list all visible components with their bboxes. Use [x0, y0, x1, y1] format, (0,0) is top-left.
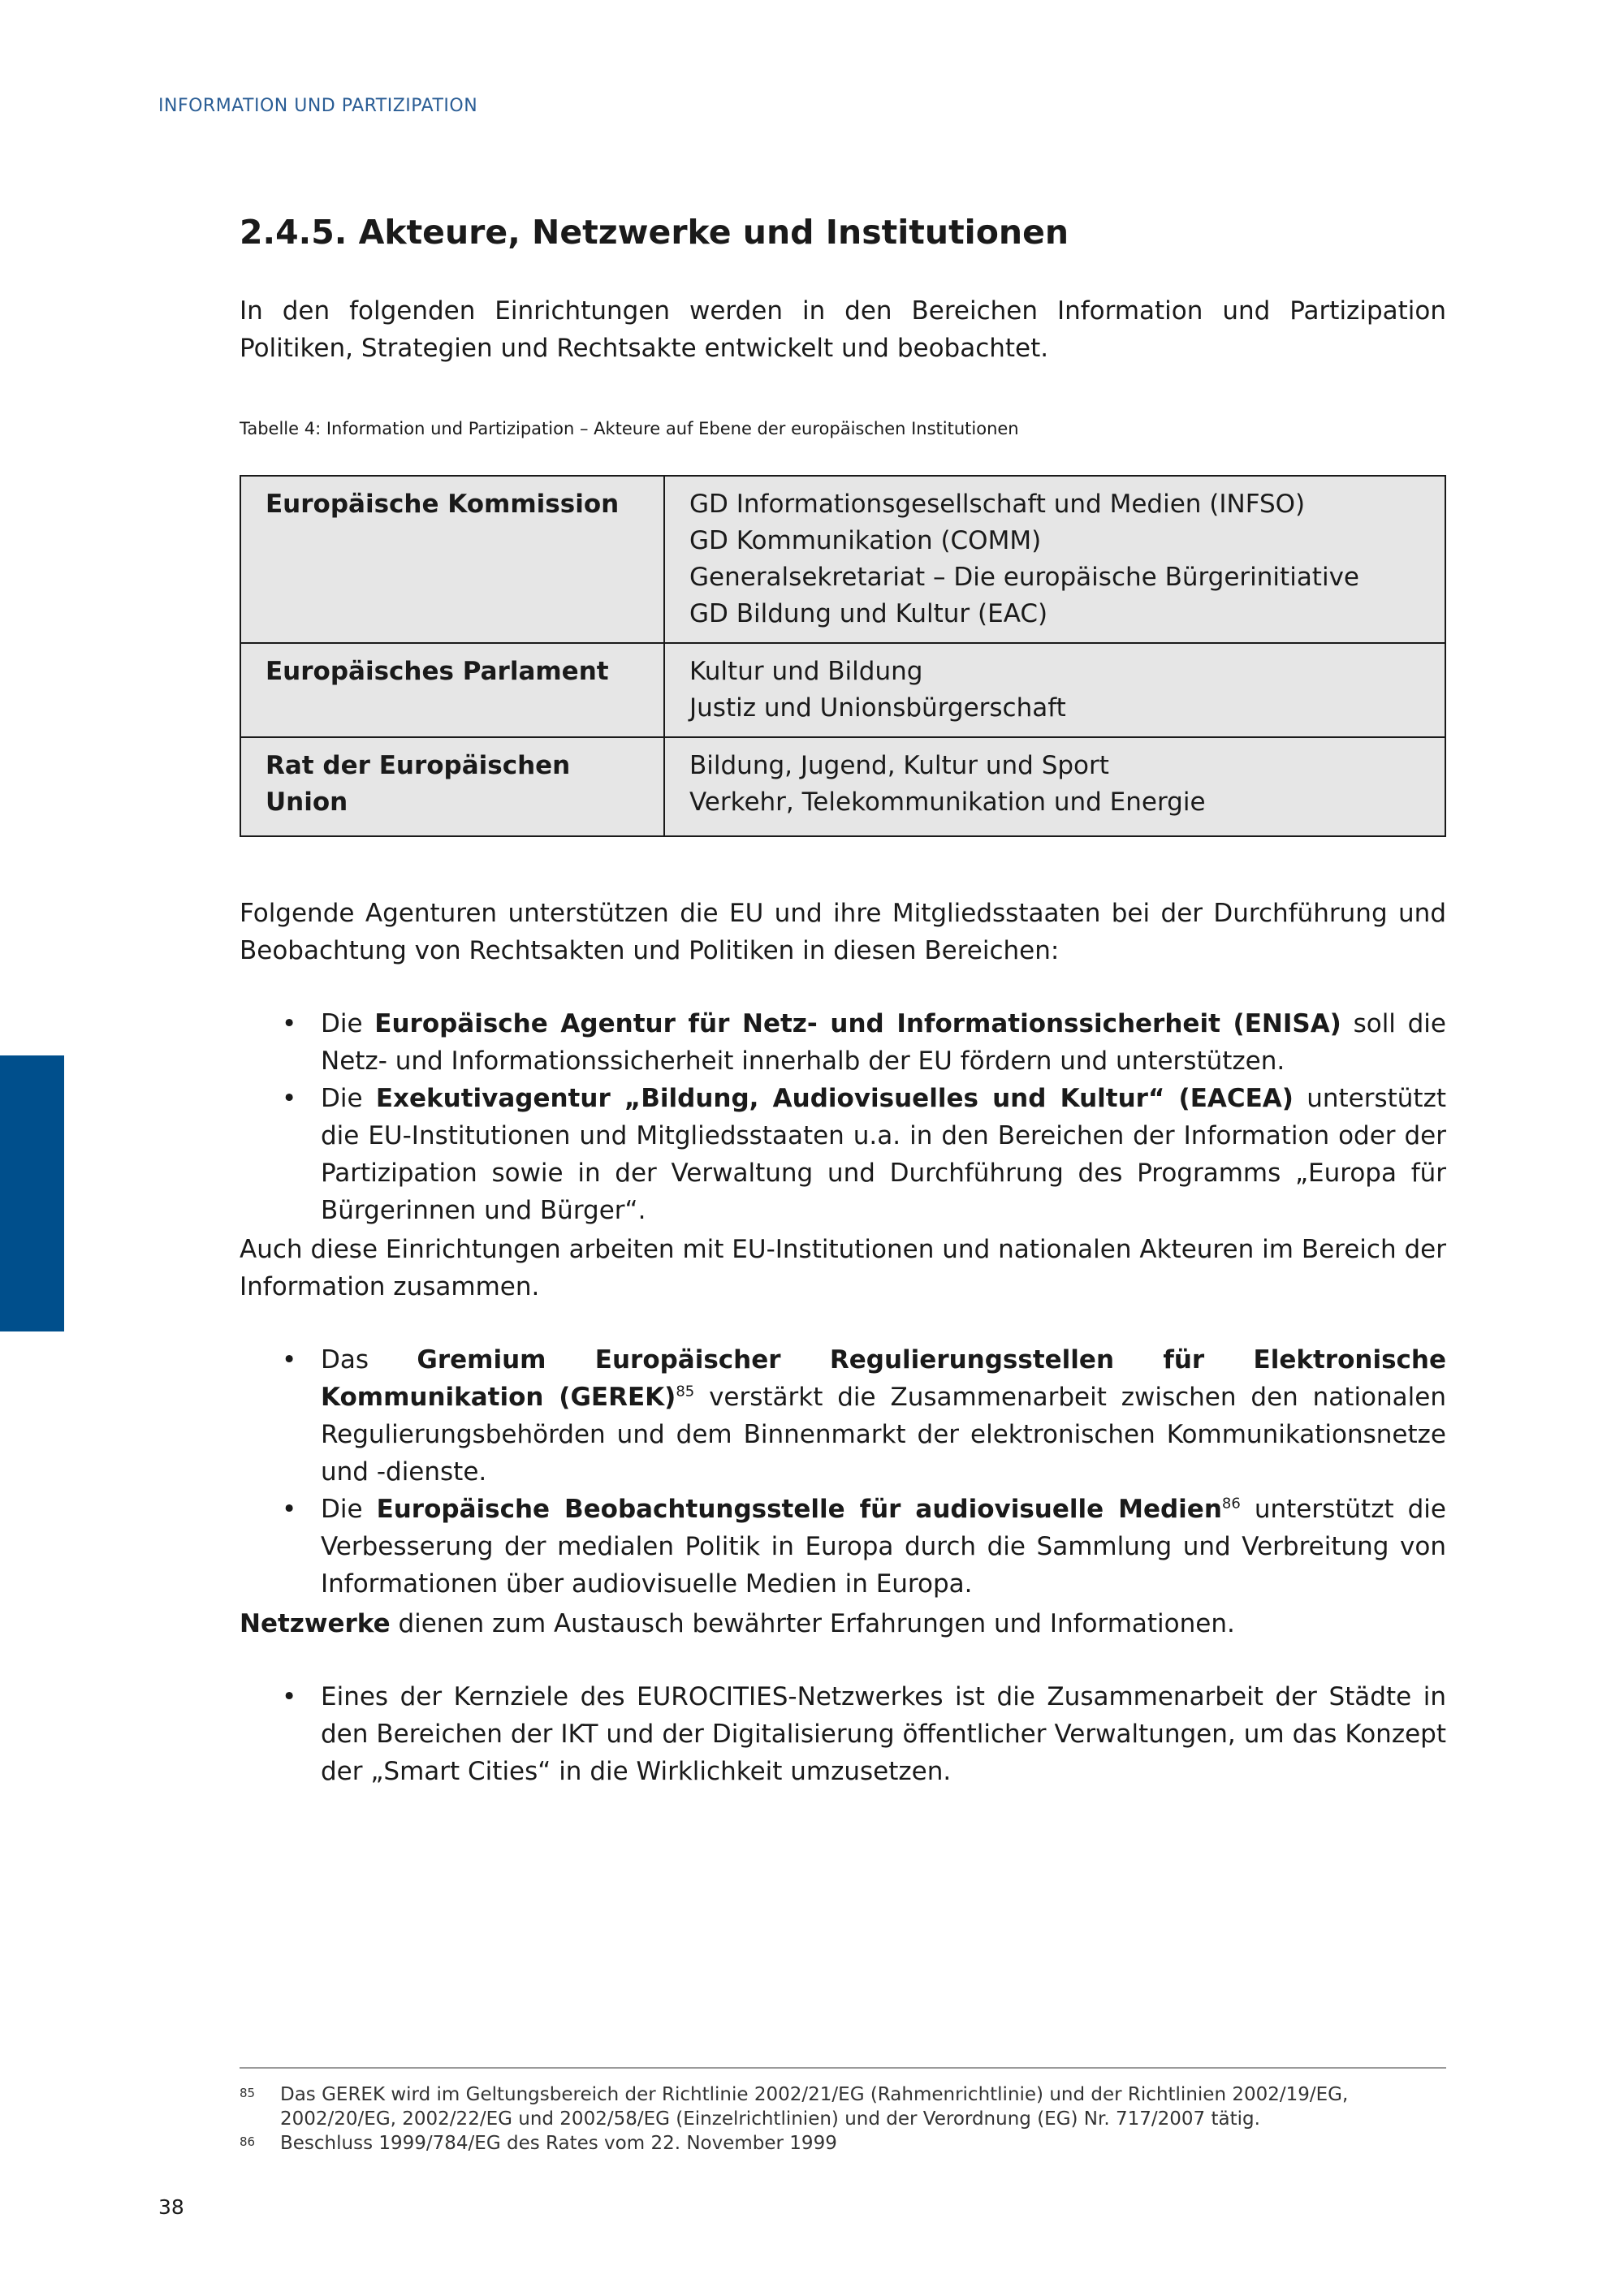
list-item: • Eines der Kernziele des EUROCITIES-Netzwerkes ist die Zusammenarbeit der Städte in den Bereichen der IKT und der Digitalisierung öffentlicher Verwaltungen, um das Konzept der „Smart Cities“ in die Wirklichkeit umzusetzen.: [240, 1678, 1446, 1790]
institutions-block: [240, 1231, 1446, 1603]
body-line: Generalsekretariat – Die europäische Bürgerinitiative: [689, 563, 1359, 592]
table-caption: Tabelle 4: Information und Partizipation – Akteure auf Ebene der europäischen Institutionen: [240, 419, 1019, 438]
list-item: • Die Exekutivagentur „Bildung, Audiovisuelles und Kultur“ (EACEA) unterstützt die EU-Institutionen und Mitgliedsstaaten u.a. in den Bereichen der Information oder der Partizipation sowie in der Verwaltung und Durchführung des Programms „Europa für Bürgerinnen und Bürger“.: [240, 1080, 1446, 1229]
running-header: INFORMATION UND PARTIZIPATION: [158, 96, 478, 116]
bodies-cell: [664, 476, 1445, 643]
institution-cell: Europäische Kommission: [240, 476, 664, 643]
footnote-number: 86: [240, 2134, 256, 2149]
bodies-cell: [664, 737, 1445, 836]
agencies-block: [240, 895, 1446, 1229]
page-number: 38: [158, 2195, 184, 2219]
body-line: Kultur und Bildung: [689, 657, 923, 686]
footnote-divider: [240, 2067, 1446, 2069]
bullet-icon: •: [282, 1495, 297, 1524]
footnote-ref: 85: [676, 1383, 695, 1400]
body-line: Justiz und Unionsbürgerschaft: [689, 693, 1066, 723]
table-row: [240, 737, 1445, 836]
body-line: Bildung, Jugend, Kultur und Sport: [689, 751, 1109, 780]
list-item: • Die Europäische Agentur für Netz- und Informationssicherheit (ENISA) soll die Netz- und Informationssicherheit innerhalb der EU fördern und unterstützen.: [240, 1005, 1446, 1080]
body-line: GD Informationsgesellschaft und Medien (INFSO): [689, 490, 1306, 519]
bullet-icon: •: [282, 1009, 297, 1038]
body-line: GD Bildung und Kultur (EAC): [689, 599, 1048, 628]
list-item: • Die Europäische Beobachtungsstelle für audiovisuelle Medien$^{86}$ unterstützt die Verbesserung der medialen Politik in Europa durch die Sammlung und Verbreitung von Informationen über audiovisuelle Medien in Europa.: [240, 1491, 1446, 1603]
agencies-list: [240, 1005, 1446, 1229]
institution-cell: Rat der Europäischen Union: [240, 737, 664, 836]
footnote: [240, 2082, 1446, 2131]
bullet-icon: •: [282, 1084, 297, 1113]
chapter-side-tab: [0, 1055, 64, 1331]
institutions-list: [240, 1341, 1446, 1603]
body-line: Verkehr, Telekommunikation und Energie: [689, 788, 1206, 817]
networks-intro: Netzwerke dienen zum Austausch bewährter Erfahrungen und Informationen.: [240, 1609, 1235, 1638]
footnote-text: Das GEREK wird im Geltungsbereich der Richtlinie 2002/21/EG (Rahmenrichtlinie) und der Richtlinien 2002/19/EG, 2002/20/EG, 2002/22/EG und 2002/58/EG (Einzelrichtlinien) und der Verordnung (EG) Nr. 717/2007 tätig.: [280, 2084, 1349, 2130]
intro-block: [240, 292, 1446, 367]
body-line: GD Kommunikation (COMM): [689, 526, 1042, 555]
table-row: [240, 643, 1445, 737]
table-row: [240, 476, 1445, 643]
footnote-number: 85: [240, 2086, 256, 2100]
footnotes: [240, 2082, 1446, 2156]
agencies-intro: Folgende Agenturen unterstützen die EU und ihre Mitgliedsstaaten bei der Durchführung und Beobachtung von Rechtsakten und Politiken in diesen Bereichen:: [240, 899, 1446, 965]
networks-list: [240, 1678, 1446, 1790]
institutions-intro: Auch diese Einrichtungen arbeiten mit EU-Institutionen und nationalen Akteuren im Bereich der Information zusammen.: [240, 1235, 1446, 1301]
networks-block: [240, 1605, 1446, 1790]
actors-table: [240, 475, 1446, 837]
list-item: • Das Gremium Europäischer Regulierungsstellen für Elektronische Kommunikation (GEREK)$^{85}$ verstärkt die Zusammenarbeit zwischen den nationalen Regulierungsbehörden und dem Binnenmarkt der elektronischen Kommunikationsnetze und -dienste.: [240, 1341, 1446, 1491]
bullet-icon: •: [282, 1345, 297, 1375]
intro-paragraph: In den folgenden Einrichtungen werden in den Bereichen Information und Partizipation Politiken, Strategien und Rechtsakte entwickelt und beobachtet.: [240, 296, 1446, 363]
footnote-text: Beschluss 1999/784/EG des Rates vom 22. November 1999: [280, 2133, 837, 2154]
bodies-cell: [664, 643, 1445, 737]
bullet-icon: •: [282, 1682, 297, 1711]
institution-cell: Europäisches Parlament: [240, 643, 664, 737]
section-title: 2.4.5. Akteure, Netzwerke und Institutionen: [240, 213, 1069, 252]
footnote-ref: 86: [1221, 1495, 1241, 1513]
footnote: [240, 2131, 1446, 2156]
